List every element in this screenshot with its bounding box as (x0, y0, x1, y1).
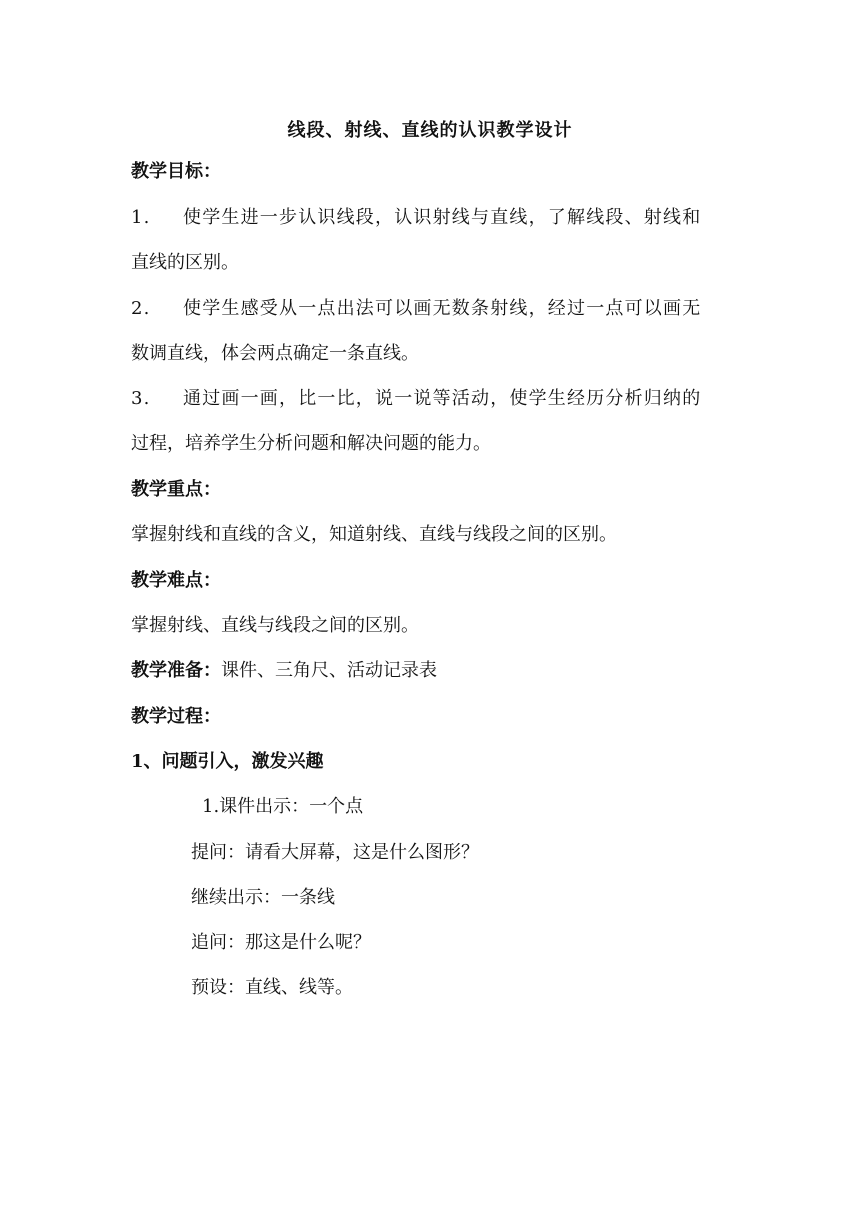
process-section-1-heading: 1、问题引入，激发兴趣 (131, 751, 324, 772)
process-line-5: 预设：直线、线等。 (191, 977, 353, 998)
objective-2-line-2: 数调直线，体会两点确定一条直线。 (131, 343, 419, 364)
objective-3-number: 3. (131, 388, 151, 409)
preparation-heading: 教学准备： (131, 660, 221, 681)
objective-2-text: 使学生感受从一点出法可以画无数条射线，经过一点可以画无 (183, 298, 702, 319)
process-heading: 教学过程： (131, 706, 221, 727)
objective-3-text: 通过画一画，比一比，说一说等活动，使学生经历分析归纳的 (183, 388, 702, 409)
process-line-1: 1.课件出示：一个点 (202, 796, 364, 817)
key-points-text: 掌握射线和直线的含义，知道射线、直线与线段之间的区别。 (131, 524, 617, 545)
key-points-heading: 教学重点： (131, 479, 221, 500)
objective-1-line-1 (131, 206, 701, 230)
process-line-3: 继续出示：一条线 (191, 887, 335, 908)
process-line-4: 追问：那这是什么呢？ (191, 932, 371, 953)
objective-2-number: 2. (131, 298, 151, 319)
objective-1-line-2: 直线的区别。 (131, 252, 239, 273)
objective-1-text: 使学生进一步认识线段，认识射线与直线，了解线段、射线和 (183, 207, 702, 228)
difficult-points-text: 掌握射线、直线与线段之间的区别。 (131, 615, 419, 636)
objective-3-line-2: 过程，培养学生分析问题和解决问题的能力。 (131, 433, 491, 454)
process-line-2: 提问：请看大屏幕，这是什么图形？ (191, 842, 479, 863)
objectives-heading: 教学目标： (131, 161, 221, 182)
preparation-text: 课件、三角尺、活动记录表 (221, 660, 437, 681)
document-title: 线段、射线、直线的认识教学设计 (287, 120, 573, 141)
objective-3-line-1 (131, 387, 701, 411)
objective-2-line-1 (131, 297, 701, 321)
difficult-points-heading: 教学难点： (131, 570, 221, 591)
objective-1-number: 1. (131, 207, 151, 228)
preparation-line (131, 659, 437, 683)
